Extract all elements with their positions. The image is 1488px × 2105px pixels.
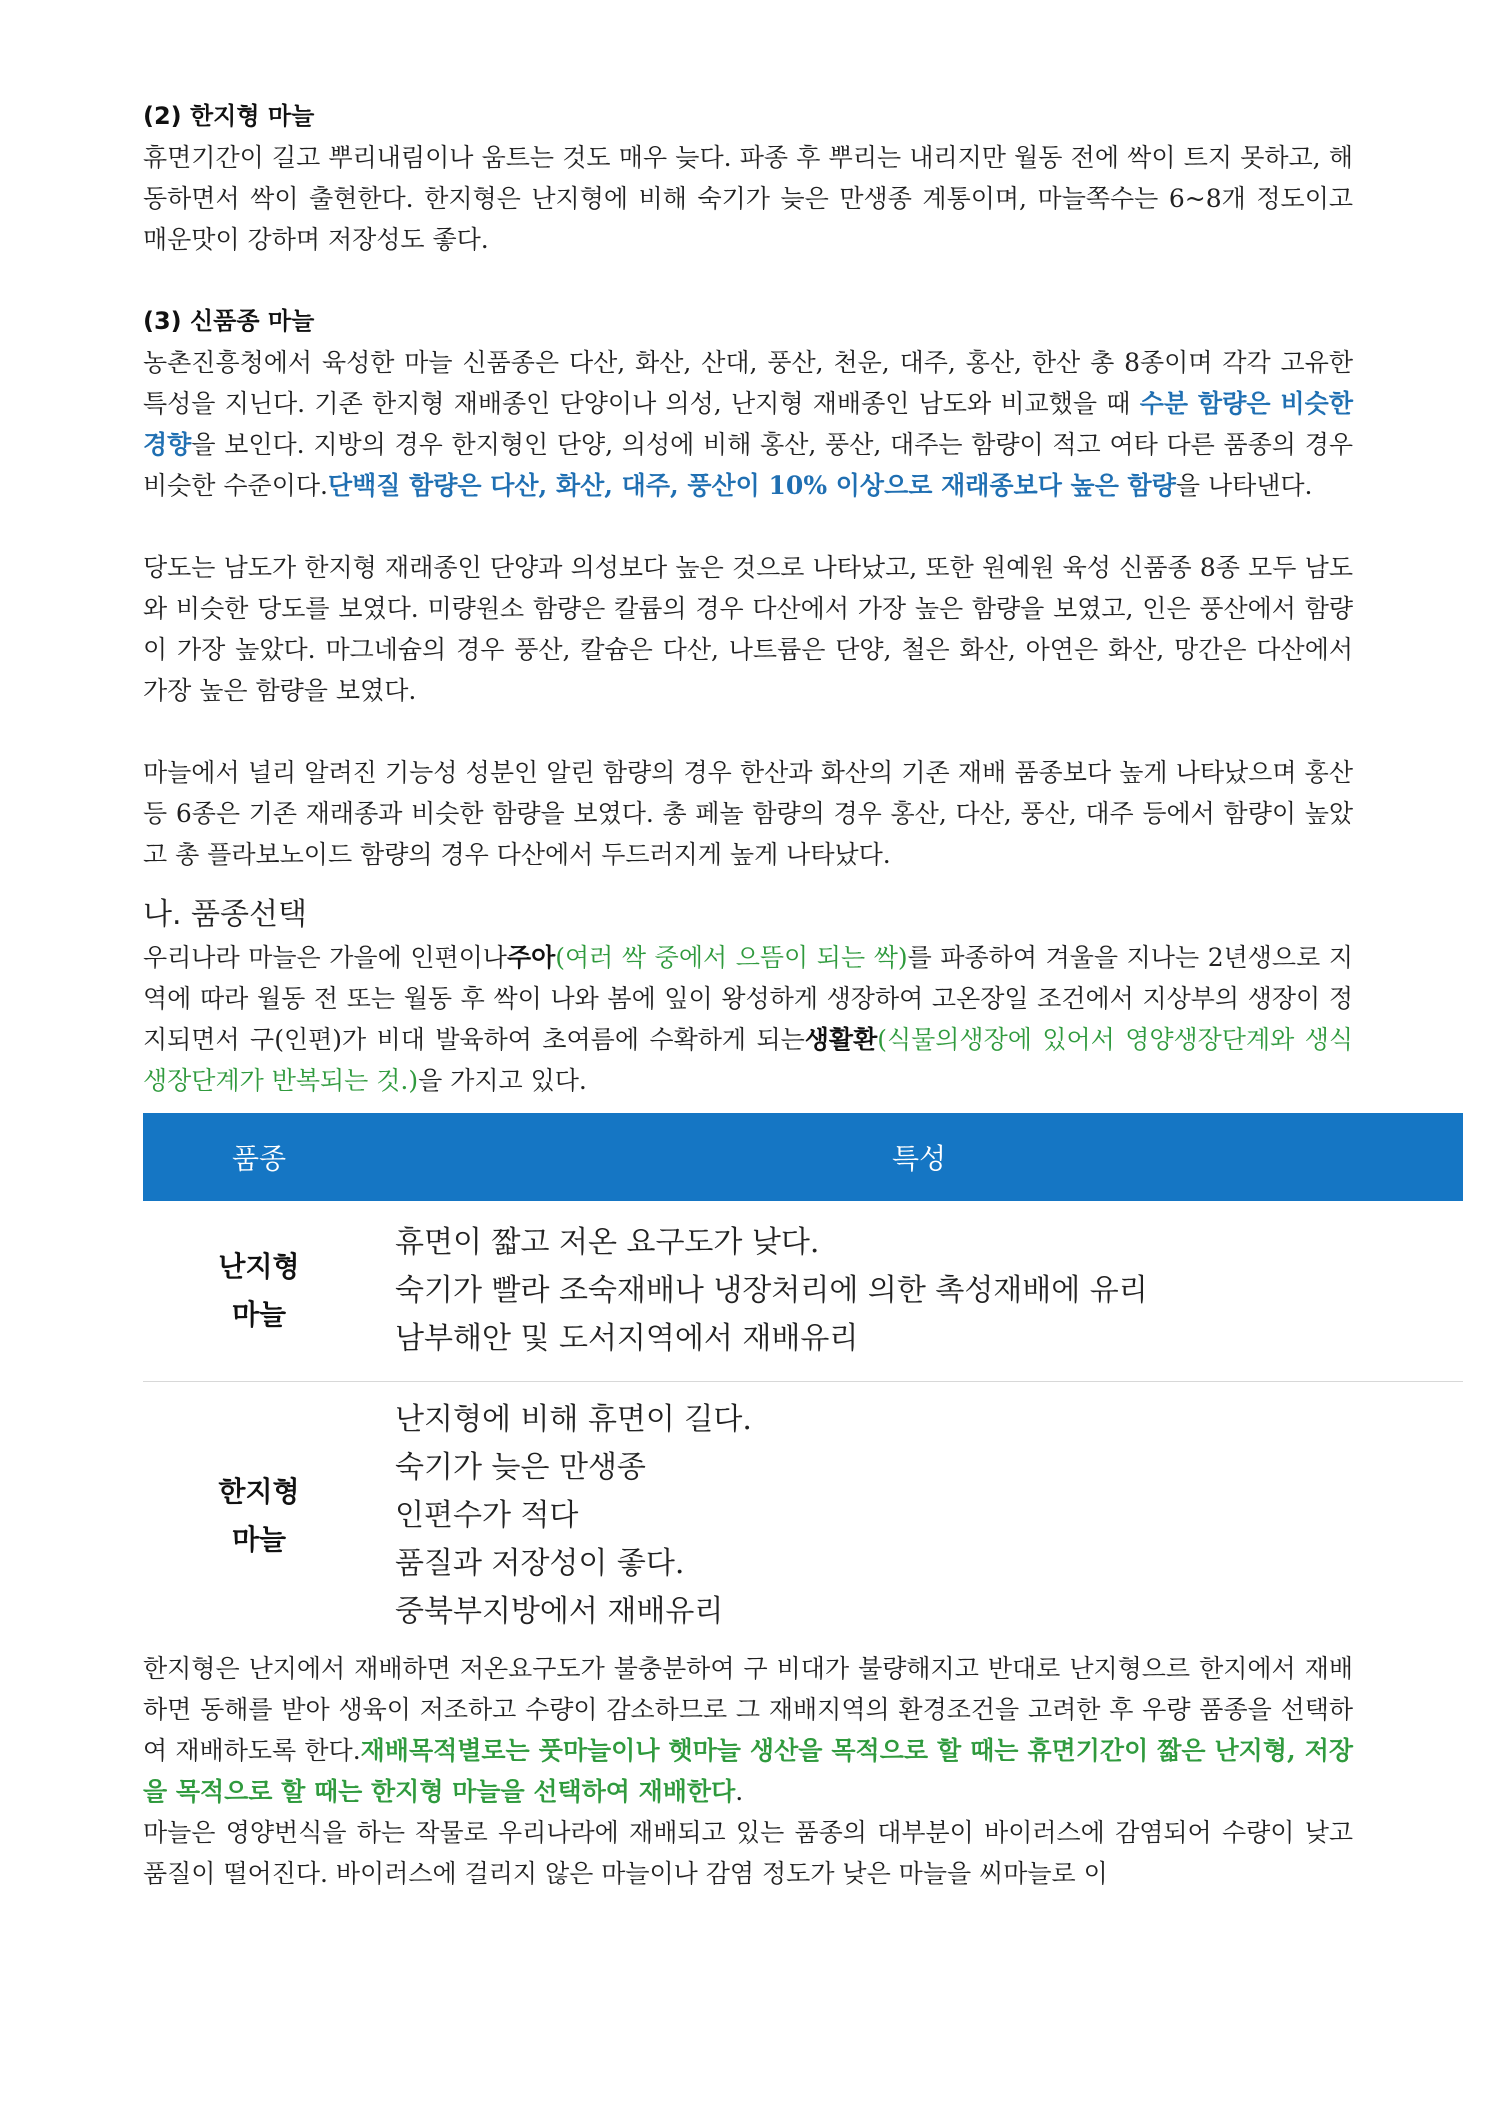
text-run: 한지형은 난지에서 재배하면 저온요구도가 불충분하여 구 비대가 불량해지고 반대로 난지형으르 한지에서 재배하면 동해를 받아 생육이 저조하고 수량이 감소하므로 그 재배지역의 환경조건을 고려한 후 우량 품종을 선택하여 재배하도록 한다.: [143, 1654, 1353, 1765]
section-heading-variety-selection: 나. 품종선택: [143, 897, 307, 932]
variety-name: [143, 1201, 375, 1382]
table-header-variety: 품종: [143, 1113, 375, 1201]
variety-name-line: 한지형: [218, 1475, 300, 1508]
characteristic-line: 난지형에 비해 휴면이 길다.: [395, 1402, 752, 1437]
variety-name-line: 마늘: [231, 1298, 287, 1331]
characteristic-line: 남부해안 및 도서지역에서 재배유리: [395, 1321, 859, 1356]
highlight-protein: 단백질 함량은 다산, 화산, 대주, 풍산이 10% 이상으로 재래종보다 높은 함량: [327, 471, 1176, 500]
variety-table: [143, 1113, 1463, 1640]
characteristic-line: 중북부지방에서 재배유리: [395, 1594, 724, 1629]
table-row: [143, 1382, 1463, 1641]
variety-name-line: 마늘: [231, 1523, 287, 1556]
characteristic-line: 숙기가 빨라 조숙재배나 냉장처리에 의한 촉성재배에 유리: [395, 1273, 1148, 1308]
text-run: 을 나타낸다.: [1175, 471, 1313, 500]
text-run: .: [735, 1777, 744, 1806]
characteristic-line: 인편수가 적다: [395, 1498, 579, 1533]
text-run: 우리나라 마늘은 가을에 인편이나: [143, 943, 507, 972]
definition-life-cycle: (식물의생장에 있어서 영양생장단계와 생식생장단계가 반복되는 것.): [143, 1025, 1353, 1095]
variety-characteristics: [375, 1201, 1463, 1382]
text-run: 를 파종하여 겨울을 지나는 2년생으로 지역에 따라 월동 전 또는 월동 후 싹이 나와 봄에 잎이 왕성하게 생장하여 고온장일 조건에서 지상부의 생장이 정지되면서 구(인편)가 비대 발육하여 초여름에 수확하게 되는: [143, 943, 1353, 1054]
paragraph-cultivation-region: [143, 1648, 1353, 1812]
text-run: 농촌진흥청에서 육성한 마늘 신품종은 다산, 화산, 산대, 풍산, 천운, 대주, 홍산, 한산 총 8종이며 각각 고유한 특성을 지닌다. 기존 한지형 재배종인 단양이나 의성, 난지형 재배종인 남도와 비교했을 때: [143, 348, 1353, 418]
characteristic-line: 숙기가 늦은 만생종: [395, 1450, 646, 1485]
term-bulbil: 주아: [506, 943, 556, 972]
paragraph-new-varieties: [143, 342, 1353, 506]
section-heading-cold-type: (2) 한지형 마늘: [143, 102, 315, 130]
table-header-characteristics: 특성: [375, 1113, 1463, 1201]
paragraph-allin-phenol: 마늘에서 널리 알려진 기능성 성분인 알린 함량의 경우 한산과 화산의 기존 재배 품종보다 높게 나타났으며 홍산 등 6종은 기존 재래종과 비슷한 함량을 보였다. 총 페놀 함량의 경우 홍산, 다산, 풍산, 대주 등에서 함량이 높았고 총 플라보노이드 함량의 경우 다산에서 두드러지게 높게 나타났다.: [143, 758, 1353, 869]
paragraph-cold-type: 휴면기간이 길고 뿌리내림이나 움트는 것도 매우 늦다. 파종 후 뿌리는 내리지만 월동 전에 싹이 트지 못하고, 해동하면서 싹이 출현한다. 한지형은 난지형에 비해 숙기가 늦은 만생종 계통이며, 마늘쪽수는 6~8개 정도이고 매운맛이 강하며 저장성도 좋다.: [143, 143, 1353, 254]
table-row: [143, 1201, 1463, 1382]
highlight-moisture: 수분 함량은 비슷한 경향: [143, 389, 1353, 459]
paragraph-virus: 마늘은 영양번식을 하는 작물로 우리나라에 재배되고 있는 품종의 대부분이 바이러스에 감염되어 수량이 낮고 품질이 떨어진다. 바이러스에 걸리지 않은 마늘이나 감염 정도가 낮은 마늘을 씨마늘로 이: [143, 1818, 1353, 1888]
variety-characteristics: [375, 1382, 1463, 1641]
text-run: 을 보인다. 지방의 경우 한지형인 단양, 의성에 비해 홍산, 풍산, 대주는 함량이 적고 여타 다른 품종의 경우 비슷한 수준이다.: [143, 430, 1353, 500]
variety-name-line: 난지형: [218, 1250, 300, 1283]
text-run: 을 가지고 있다.: [418, 1066, 587, 1095]
section-heading-new-varieties: (3) 신품종 마늘: [143, 307, 315, 335]
variety-name: [143, 1382, 375, 1641]
paragraph-sugar-minerals: 당도는 남도가 한지형 재래종인 단양과 의성보다 높은 것으로 나타났고, 또한 원예원 육성 신품종 8종 모두 남도와 비슷한 당도를 보였다. 미량원소 함량은 칼륨의 경우 다산에서 가장 높은 함량을 보였고, 인은 풍산에서 함량이 가장 높았다. 마그네슘의 경우 풍산, 칼슘은 다산, 나트륨은 단양, 철은 화산, 아연은 화산, 망간은 다산에서 가장 높은 함량을 보였다.: [143, 553, 1353, 705]
paragraph-variety-selection: [143, 937, 1353, 1101]
highlight-purpose-selection: 재배목적별로는 풋마늘이나 햇마늘 생산을 목적으로 할 때는 휴면기간이 짧은 난지형, 저장을 목적으로 할 때는 한지형 마늘을 선택하여 재배한다: [143, 1736, 1353, 1806]
term-life-cycle: 생활환: [804, 1025, 878, 1054]
characteristic-line: 품질과 저장성이 좋다.: [395, 1546, 685, 1581]
characteristic-line: 휴면이 짧고 저온 요구도가 낮다.: [395, 1225, 820, 1260]
document-page: [143, 96, 1353, 1894]
definition-bulbil: (여러 싹 중에서 으뜸이 되는 싹): [555, 943, 908, 972]
